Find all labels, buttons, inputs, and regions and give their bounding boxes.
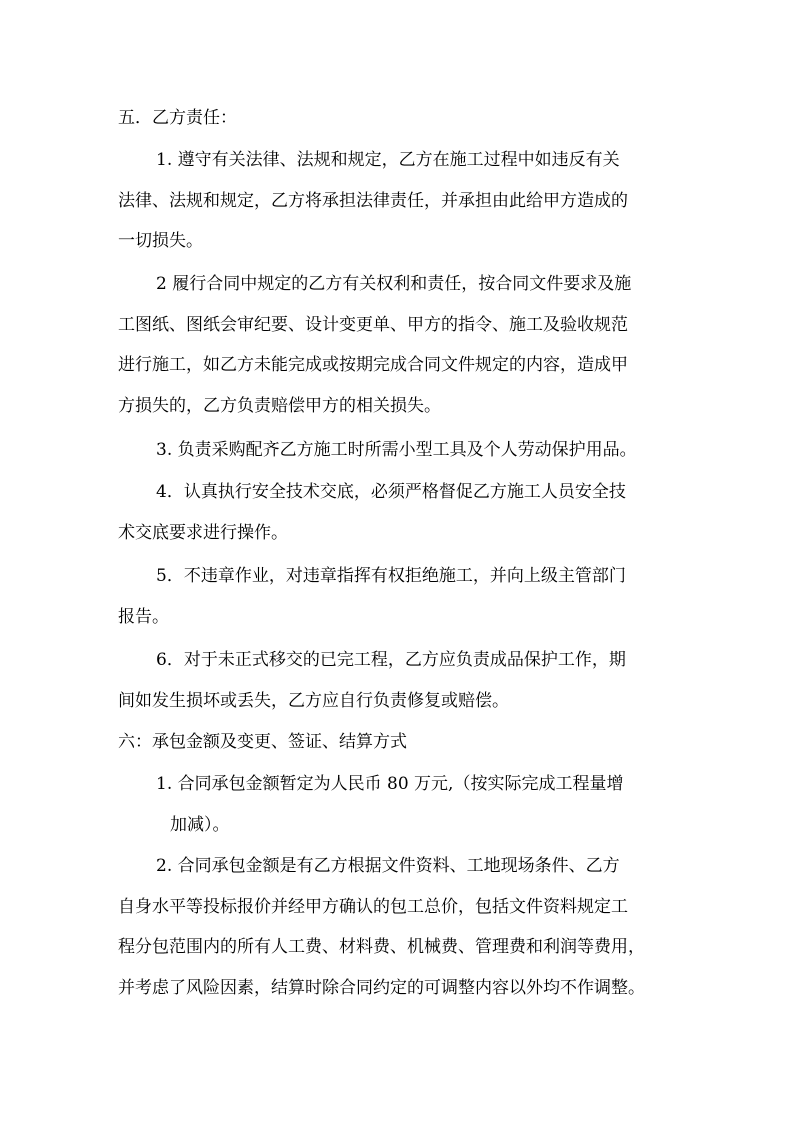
item-line: 6．对于未正式移交的已完工程，乙方应负责成品保护工作，期 bbox=[156, 650, 626, 670]
item-line: 进行施工，如乙方未能完成或按期完成合同文件规定的内容，造成甲 bbox=[118, 355, 628, 375]
item-line: 程分包范围内的所有人工费、材料费、机械费、管理费和利润等费用， bbox=[118, 937, 645, 957]
section-5-item-1 bbox=[118, 140, 678, 262]
item-line: 加减）。 bbox=[170, 814, 230, 835]
section-5-item-5 bbox=[118, 556, 678, 637]
item-line: 间如发生损坏或丢失，乙方应自行负责修复或赔偿。 bbox=[118, 690, 509, 711]
section-5-heading-text: 五．乙方责任： bbox=[118, 108, 237, 128]
section-6-heading bbox=[118, 722, 678, 763]
section-6-item-2 bbox=[118, 846, 678, 1008]
item-line: 自身水平等投标报价并经甲方确认的包工总价，包括文件资料规定工 bbox=[118, 896, 628, 917]
item-line: 法律、法规和规定，乙方将承担法律责任，并承担由此给甲方造成的 bbox=[118, 190, 628, 211]
item-line: 1. 遵守有关法律、法规和规定，乙方在施工过程中如违反有关 bbox=[156, 150, 620, 170]
section-5-item-4 bbox=[118, 472, 678, 553]
section-6-heading-text: 六：承包金额及变更、签证、结算方式 bbox=[118, 732, 407, 752]
section-5-item-2 bbox=[118, 264, 678, 426]
section-5-heading bbox=[118, 98, 678, 139]
item-line: 1. 合同承包金额暂定为人民币 80 万元,（按实际完成工程量增 bbox=[156, 774, 624, 794]
section-6-item-1 bbox=[118, 764, 678, 845]
item-line: 4．认真执行安全技术交底，必须严格督促乙方施工人员安全技 bbox=[156, 482, 626, 502]
item-line: 报告。 bbox=[118, 606, 169, 627]
section-5-item-3 bbox=[118, 430, 678, 471]
item-line: 方损失的，乙方负责赔偿甲方的相关损失。 bbox=[118, 395, 441, 416]
item-line: 一切损失。 bbox=[118, 231, 203, 251]
item-line: 5．不违章作业，对违章指挥有权拒绝施工，并向上级主管部门 bbox=[156, 566, 626, 586]
item-line: 3. 负责采购配齐乙方施工时所需小型工具及个人劳动保护用品。 bbox=[156, 440, 637, 460]
item-line: 2. 合同承包金额是有乙方根据文件资料、工地现场条件、乙方 bbox=[156, 856, 620, 876]
item-line: 2 履行合同中规定的乙方有关权利和责任，按合同文件要求及施 bbox=[156, 274, 632, 294]
section-5-item-6 bbox=[118, 640, 678, 721]
item-line: 工图纸、图纸会审纪要、设计变更单、甲方的指令、施工及验收规范 bbox=[118, 314, 628, 335]
item-line: 并考虑了风险因素，结算时除合同约定的可调整内容以外均不作调整。 bbox=[118, 977, 645, 998]
item-line: 术交底要求进行操作。 bbox=[118, 522, 288, 543]
